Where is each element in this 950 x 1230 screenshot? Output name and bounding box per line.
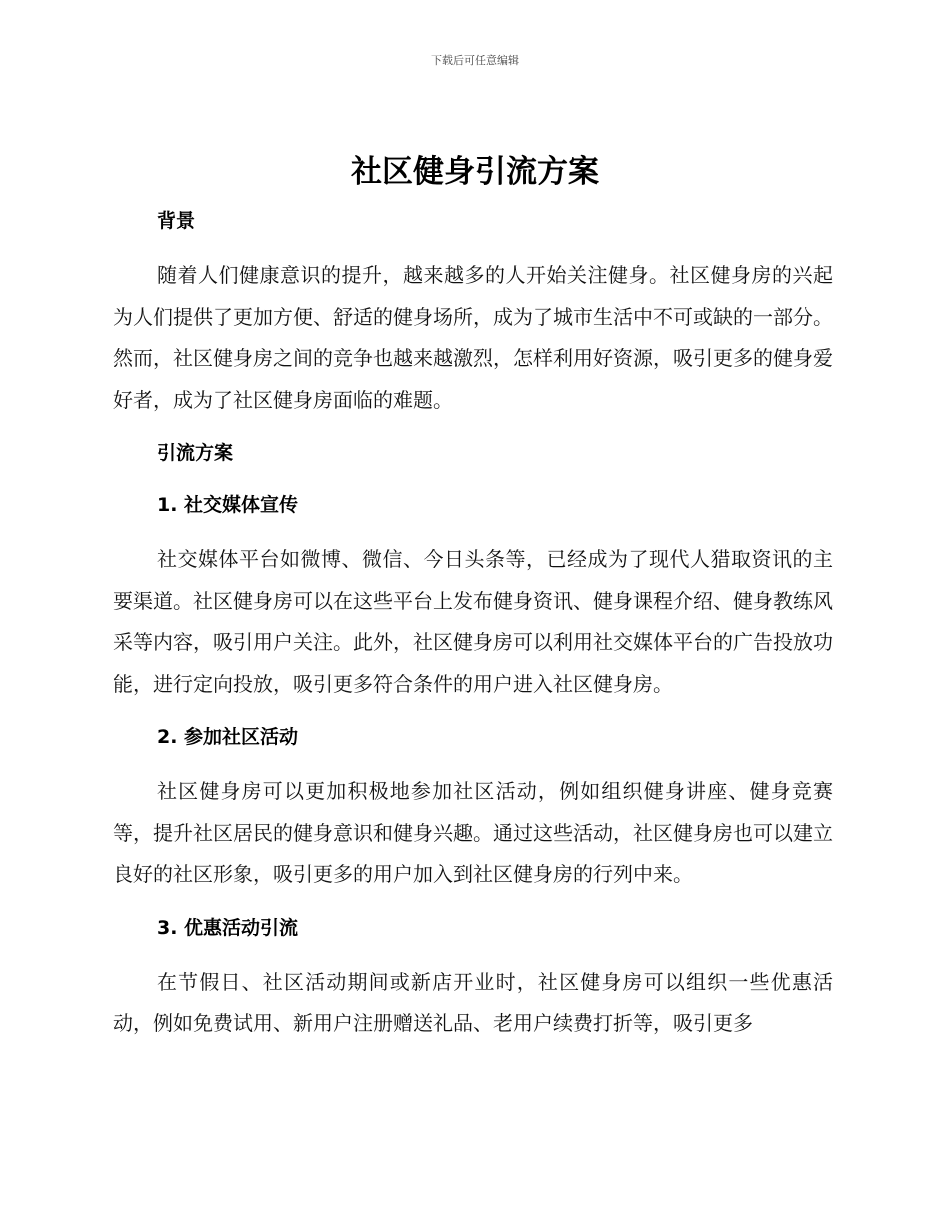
paragraph-community-events: 社区健身房可以更加积极地参加社区活动，例如组织健身讲座、健身竞赛等，提升社区居民的健身意识和健身兴趣。通过这些活动，社区健身房也可以建立良好的社区形象，吸引更多的用户加入到社区健身房的行列中来。	[113, 779, 833, 886]
paragraph-promotions: 在节假日、社区活动期间或新店开业时，社区健身房可以组织一些优惠活动，例如免费试用、新用户注册赠送礼品、老用户续费打折等，吸引更多	[113, 969, 833, 1035]
heading-plan: 引流方案	[157, 442, 234, 464]
paragraph-background: 随着人们健康意识的提升，越来越多的人开始关注健身。社区健身房的兴起为人们提供了更加方便、舒适的健身场所，成为了城市生活中不可或缺的一部分。然而，社区健身房之间的竞争也越来越激烈，怎样利用好资源，吸引更多的健身爱好者，成为了社区健身房面临的难题。	[113, 263, 833, 412]
heading-background: 背景	[157, 210, 196, 232]
paragraph-social-media: 社交媒体平台如微博、微信、今日头条等，已经成为了现代人猎取资讯的主要渠道。社区健身房可以在这些平台上发布健身资讯、健身课程介绍、健身教练风采等内容，吸引用户关注。此外，社区健身房可以利用社交媒体平台的广告投放功能，进行定向投放，吸引更多符合条件的用户进入社区健身房。	[113, 547, 833, 696]
heading-community-events: 2. 参加社区活动	[157, 726, 299, 748]
heading-promotions: 3. 优惠活动引流	[157, 916, 299, 939]
page-header: 下载后可任意编辑	[431, 54, 519, 67]
document-body	[113, 201, 833, 1045]
document-title: 社区健身引流方案	[351, 154, 599, 190]
heading-social-media: 1. 社交媒体宣传	[157, 494, 299, 516]
